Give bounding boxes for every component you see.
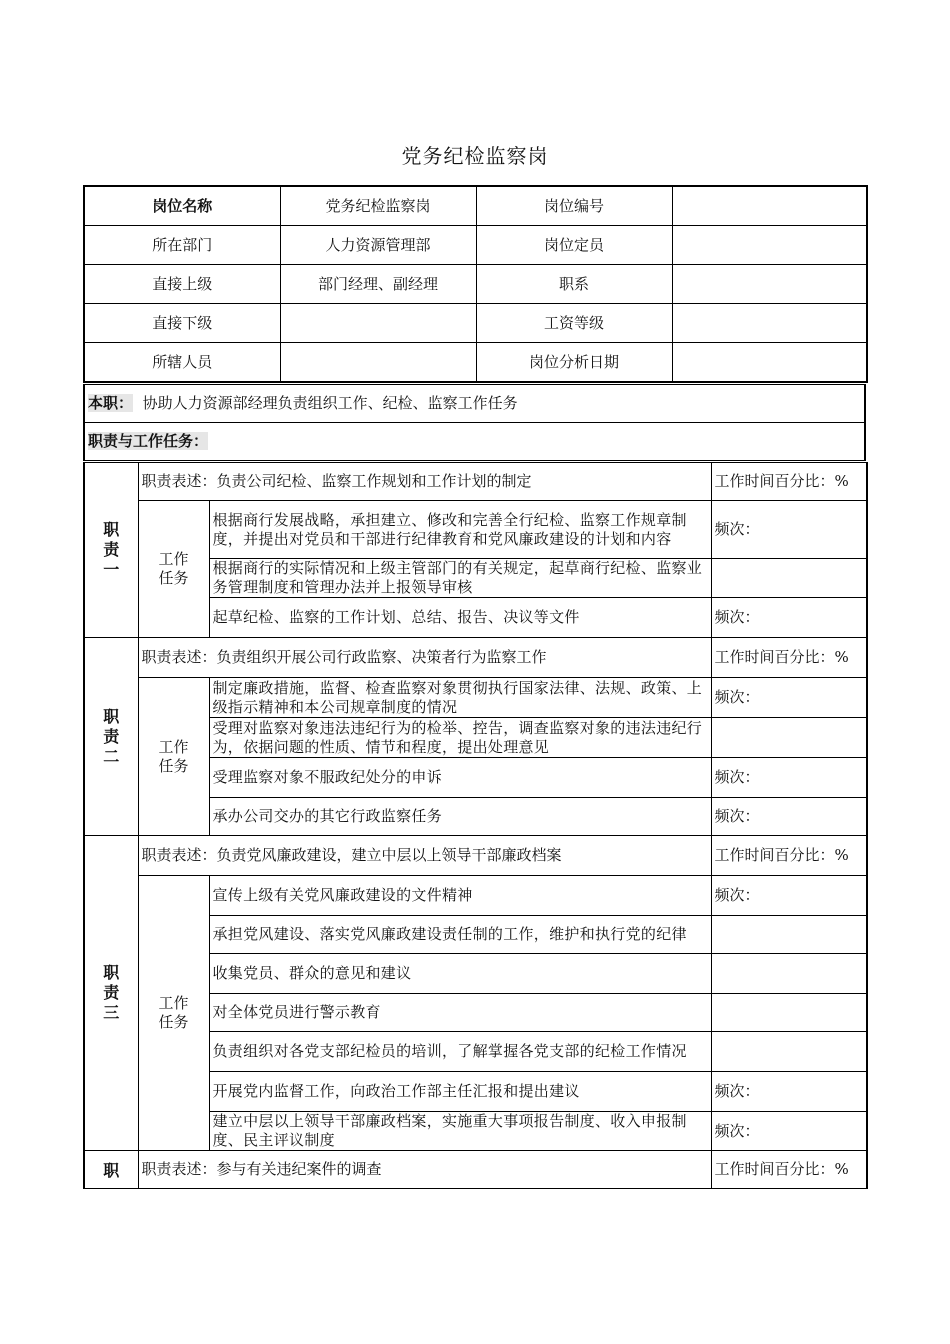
duties-header: 职责与工作任务： (88, 432, 209, 450)
duty-label (84, 638, 138, 836)
duty-description: 职责表述：负责公司纪检、监察工作规划和工作计划的制定 (138, 463, 711, 501)
task-frequency: 频次： (711, 598, 867, 638)
info-label: 岗位名称 (84, 186, 280, 226)
info-value (280, 343, 476, 383)
info-value: 党务纪检监察岗 (280, 186, 476, 226)
duty-label-char: 责 (103, 726, 120, 746)
task-text: 负责组织对各党支部纪检员的培训，了解掌握各党支部的纪检工作情况 (209, 1032, 711, 1072)
task-text: 对全体党员进行警示教育 (209, 994, 711, 1032)
task-text: 承担党风建设、落实党风廉政建设责任制的工作，维护和执行党的纪律 (209, 916, 711, 954)
info-label: 直接上级 (84, 265, 280, 304)
info-value (280, 304, 476, 343)
task-label (138, 876, 209, 1151)
info-value (672, 304, 867, 343)
task-label-text: 工作任务 (158, 550, 189, 587)
task-text: 承办公司交办的其它行政监察任务 (209, 798, 711, 836)
task-frequency: 频次： (711, 876, 867, 916)
duty-time-percent: 工作时间百分比：% (711, 836, 867, 876)
info-value: 人力资源管理部 (280, 226, 476, 265)
duty-label-char: 责 (103, 540, 120, 559)
task-frequency (711, 559, 867, 598)
task-text: 建立中层以上领导干部廉政档案，实施重大事项报告制度、收入申报制度、民主评议制度 (209, 1112, 711, 1151)
duty-description-row (84, 1151, 867, 1189)
task-row (84, 876, 867, 916)
duty-label-char: 职 (103, 706, 120, 726)
duty-time-percent: 工作时间百分比：% (711, 638, 867, 678)
task-frequency: 频次： (711, 1072, 867, 1112)
duty-label (84, 836, 138, 1151)
task-frequency (711, 994, 867, 1032)
task-text: 根据商行的实际情况和上级主管部门的有关规定，起草商行纪检、监察业务管理制度和管理办法并上报领导审核 (209, 559, 711, 598)
duty-label (84, 463, 138, 638)
task-frequency: 频次： (711, 798, 867, 836)
info-row (84, 265, 867, 304)
duty-description: 职责表述：负责党风廉政建设，建立中层以上领导干部廉政档案 (138, 836, 711, 876)
duty-label-char: 一 (103, 560, 120, 579)
duties-header-row (84, 423, 865, 461)
info-value (672, 226, 867, 265)
duty-time-percent: 工作时间百分比：% (711, 1151, 867, 1189)
info-label: 工资等级 (476, 304, 672, 343)
info-row (84, 186, 867, 226)
job-info-table (83, 185, 868, 383)
task-text: 受理监察对象不服政纪处分的申诉 (209, 758, 711, 798)
info-value (672, 186, 867, 226)
task-text: 制定廉政措施，监督、检查监察对象贯彻执行国家法律、法规、政策、上级指示精神和本公司规章制度的情况 (209, 678, 711, 718)
task-label (138, 501, 209, 638)
duty-label-char: 职 (103, 1161, 120, 1180)
task-frequency: 频次： (711, 1112, 867, 1151)
duty-description-row (84, 638, 867, 678)
task-text: 起草纪检、监察的工作计划、总结、报告、决议等文件 (209, 598, 711, 638)
task-frequency: 频次： (711, 678, 867, 718)
summary-table (83, 384, 866, 461)
duty-description-row (84, 836, 867, 876)
task-row (84, 501, 867, 559)
duty-label-char: 责 (103, 983, 120, 1002)
task-label-text: 工作任务 (158, 994, 189, 1031)
task-frequency (711, 916, 867, 954)
info-row (84, 343, 867, 383)
task-frequency (711, 1032, 867, 1072)
task-label (138, 678, 209, 836)
task-text: 根据商行发展战略，承担建立、修改和完善全行纪检、监察工作规章制度，并提出对党员和干部进行纪律教育和党风廉政建设的计划和内容 (209, 501, 711, 559)
info-row (84, 304, 867, 343)
info-label: 岗位编号 (476, 186, 672, 226)
summary-label: 本职： (88, 394, 134, 412)
task-text: 开展党内监督工作，向政治工作部主任汇报和提出建议 (209, 1072, 711, 1112)
info-label: 直接下级 (84, 304, 280, 343)
task-text: 受理对监察对象违法违纪行为的检举、控告，调查监察对象的违法违纪行为，依据问题的性质、情节和程度，提出处理意见 (209, 718, 711, 758)
duty-time-percent: 工作时间百分比：% (711, 463, 867, 501)
info-value (672, 265, 867, 304)
summary-row (84, 385, 865, 423)
duty-label-char: 三 (103, 1003, 120, 1022)
page-title: 党务纪检监察岗 (401, 144, 549, 168)
task-frequency (711, 718, 867, 758)
duties-table (83, 462, 868, 1189)
duty-label-char: 二 (103, 746, 120, 766)
info-label: 职系 (476, 265, 672, 304)
info-label: 岗位分析日期 (476, 343, 672, 383)
task-frequency: 频次： (711, 758, 867, 798)
info-label: 所在部门 (84, 226, 280, 265)
info-value: 部门经理、副经理 (280, 265, 476, 304)
duty-description: 职责表述：参与有关违纪案件的调查 (138, 1151, 711, 1189)
task-label-text: 工作任务 (158, 737, 189, 775)
task-text: 宣传上级有关党风廉政建设的文件精神 (209, 876, 711, 916)
duty-description-row (84, 463, 867, 501)
task-row (84, 678, 867, 718)
task-frequency: 频次： (711, 501, 867, 559)
info-label: 岗位定员 (476, 226, 672, 265)
task-text: 收集党员、群众的意见和建议 (209, 954, 711, 994)
duty-label (84, 1151, 138, 1189)
task-frequency (711, 954, 867, 994)
duty-label-char: 职 (103, 963, 120, 982)
info-row (84, 226, 867, 265)
summary-text: 协助人力资源部经理负责组织工作、纪检、监察工作任务 (142, 394, 518, 412)
info-value (672, 343, 867, 383)
duty-description: 职责表述：负责组织开展公司行政监察、决策者行为监察工作 (138, 638, 711, 678)
info-label: 所辖人员 (84, 343, 280, 383)
duty-label-char: 职 (103, 520, 120, 539)
